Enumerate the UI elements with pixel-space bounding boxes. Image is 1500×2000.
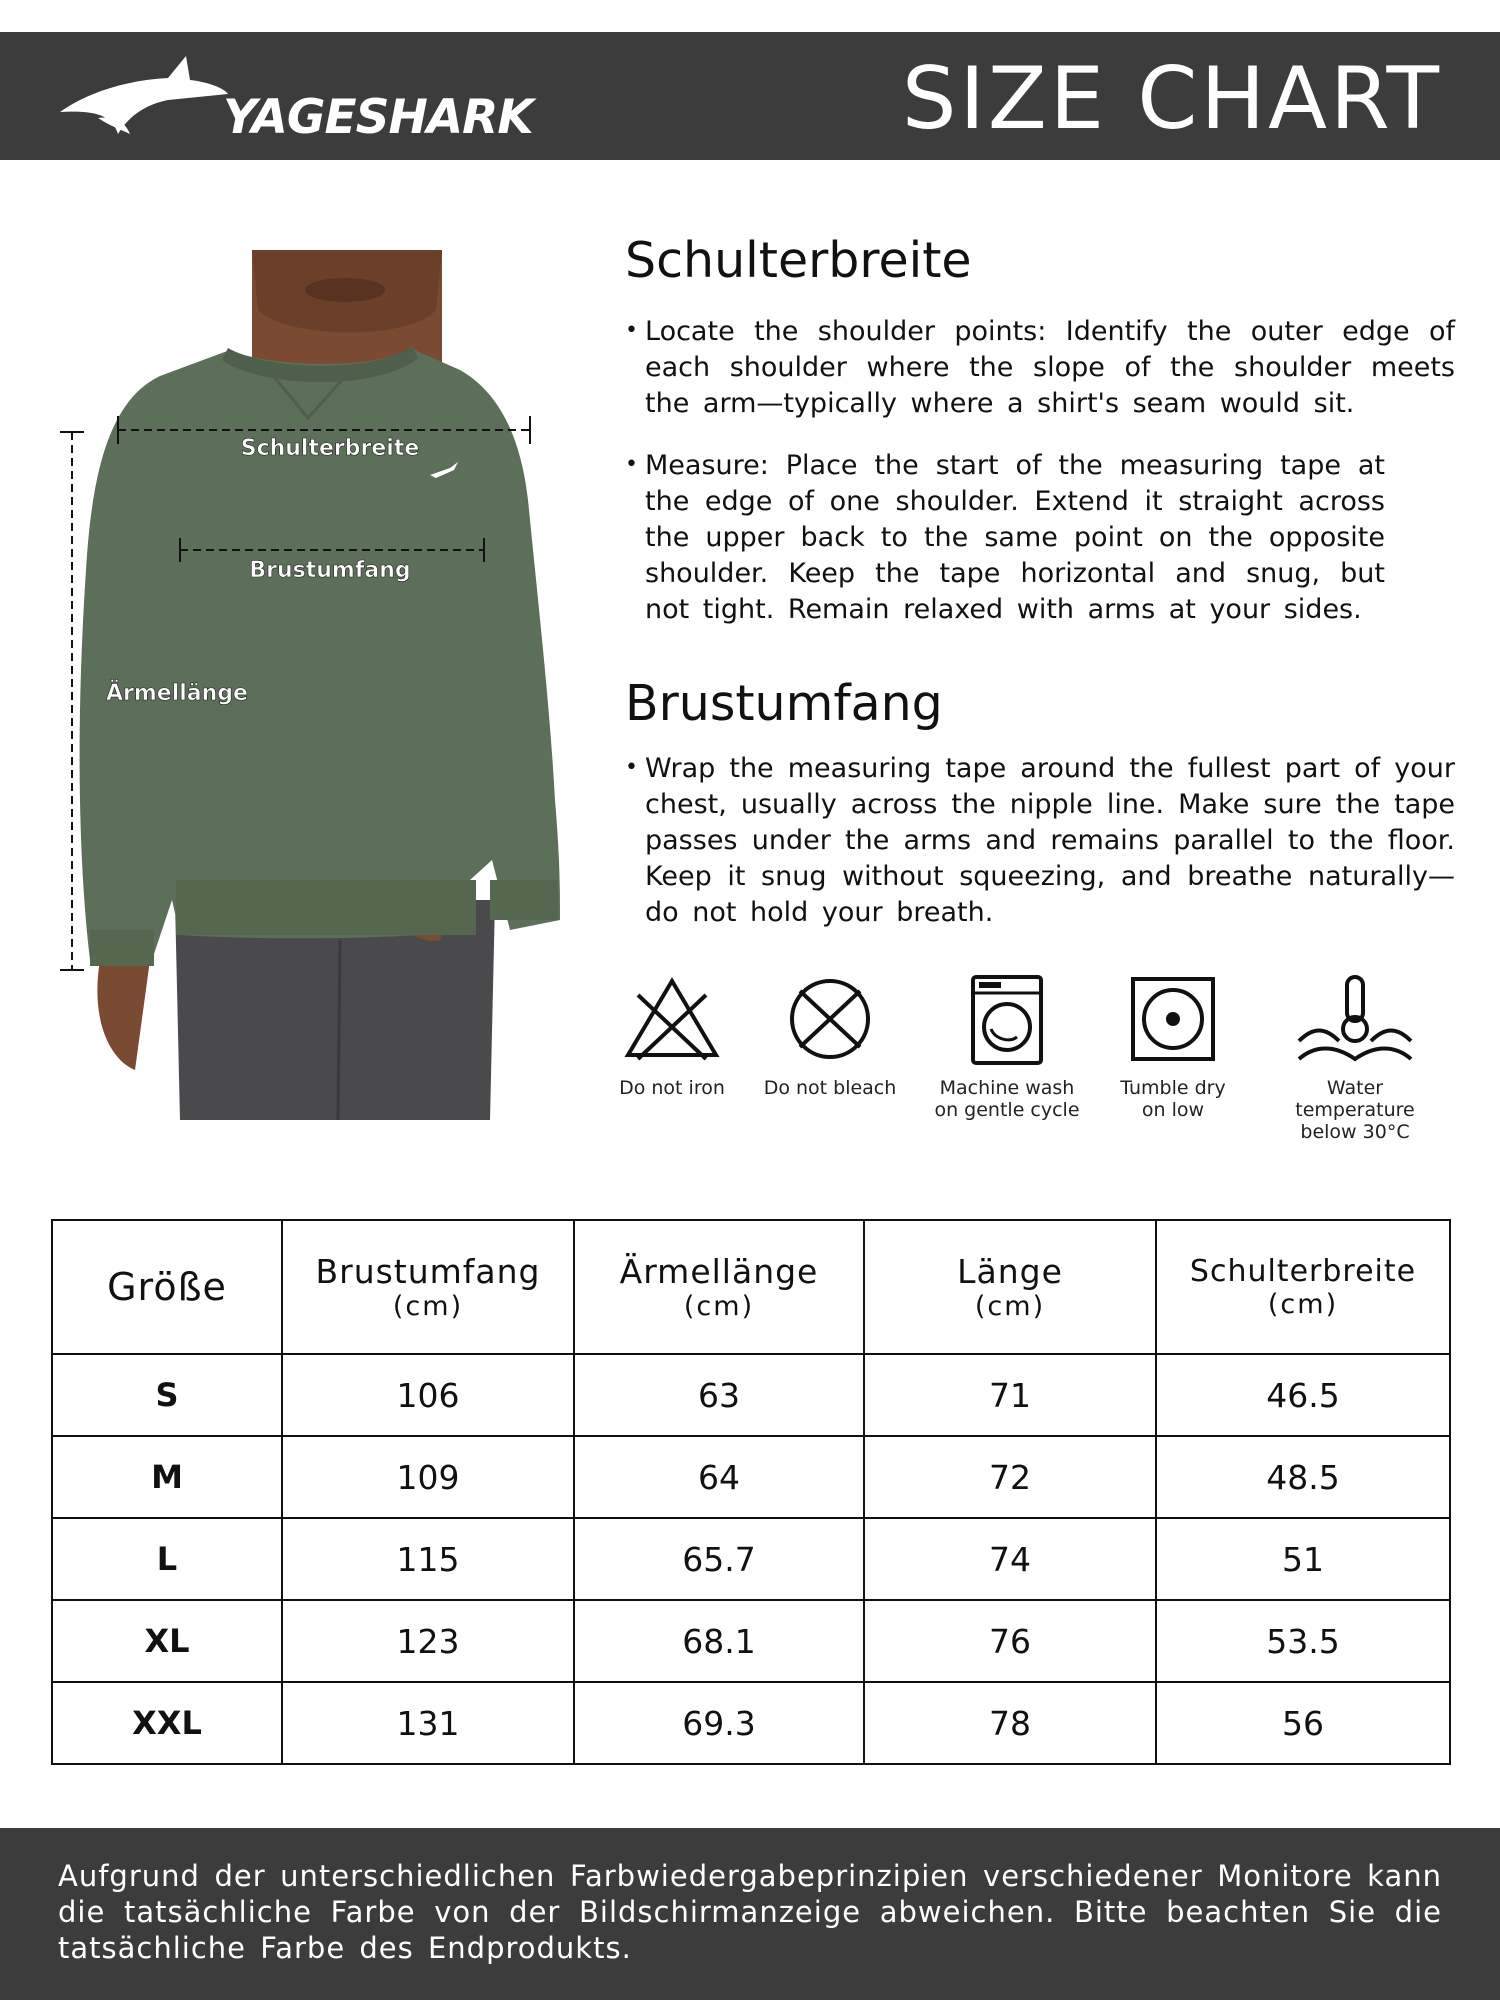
table-cell: 123 (282, 1600, 574, 1682)
table-row (52, 1354, 1450, 1436)
size-cell: S (52, 1354, 282, 1436)
care-item-no-bleach (740, 975, 920, 1099)
care-label: below 30°C (1300, 1121, 1410, 1143)
table-cell: 106 (282, 1354, 574, 1436)
size-cell: M (52, 1436, 282, 1518)
tumble-dry-icon (1123, 975, 1223, 1065)
table-cell: 131 (282, 1682, 574, 1764)
section-heading-schulterbreite: Schulterbreite (625, 232, 972, 289)
chest-label: Brustumfang (249, 558, 411, 583)
table-cell: 109 (282, 1436, 574, 1518)
table-cell: 65.7 (574, 1518, 864, 1600)
table-cell: 115 (282, 1518, 574, 1600)
table-row (52, 1518, 1450, 1600)
header-groesse: Größe (52, 1220, 282, 1354)
section-body-schulterbreite (625, 314, 1455, 628)
table-row (52, 1600, 1450, 1682)
care-item-no-iron (582, 975, 762, 1099)
bullet-item: • Wrap the measuring tape around the fullest part of your chest, usually across the nipple line. Make sure the tape passes under the arms and remains parallel to the floor. Keep it snug without squeezing, and breathe naturally—do not hold your breath. (625, 751, 1455, 931)
header-laenge: Länge (cm) (864, 1220, 1156, 1354)
care-item-water-temperature (1265, 975, 1445, 1143)
care-label: Machine wash (939, 1077, 1075, 1099)
section-body-brustumfang (625, 751, 1455, 931)
shoulder-label: Schulterbreite (240, 436, 420, 461)
sleeve-label: Ärmellänge (106, 681, 248, 706)
size-cell: XXL (52, 1682, 282, 1764)
table-cell: 74 (864, 1518, 1156, 1600)
header-bar (0, 32, 1500, 160)
care-label: on gentle cycle (934, 1099, 1080, 1121)
color-disclaimer: Aufgrund der unterschiedlichen Farbwiedergabeprinzipien verschiedener Monitore kann die tatsächliche Farbe von der Bildschirmanzeige abweichen. Bitte beachten Sie die tatsächliche Farbe des Endprodukts. (58, 1859, 1442, 1965)
care-label: on low (1141, 1099, 1205, 1121)
care-item-machine-wash (917, 975, 1097, 1121)
care-label: Water temperature (1295, 1077, 1415, 1121)
care-item-tumble-dry (1083, 975, 1263, 1121)
size-cell: L (52, 1518, 282, 1600)
table-cell: 78 (864, 1682, 1156, 1764)
table-header-row (52, 1220, 1450, 1354)
page-title: SIZE CHART (901, 49, 1442, 149)
bullet-item: • Locate the shoulder points: Identify the outer edge of each shoulder where the slope of the shoulder meets the arm—typically where a shirt's seam would sit. (625, 314, 1455, 422)
care-label: Do not bleach (763, 1077, 897, 1099)
size-table (51, 1219, 1451, 1765)
no-bleach-icon (780, 975, 880, 1065)
footer-bar (0, 1828, 1500, 2000)
water-temperature-icon (1295, 975, 1415, 1065)
table-cell: 63 (574, 1354, 864, 1436)
table-cell: 48.5 (1156, 1436, 1450, 1518)
shark-logo-icon (58, 44, 228, 154)
no-iron-icon (622, 975, 722, 1065)
header-aermellaenge: Ärmellänge (cm) (574, 1220, 864, 1354)
table-cell: 56 (1156, 1682, 1450, 1764)
table-cell: 69.3 (574, 1682, 864, 1764)
table-cell: 72 (864, 1436, 1156, 1518)
brand-name: YAGESHARK (223, 90, 533, 145)
table-cell: 68.1 (574, 1600, 864, 1682)
table-cell: 46.5 (1156, 1354, 1450, 1436)
table-cell: 76 (864, 1600, 1156, 1682)
header-schulterbreite: Schulterbreite (cm) (1156, 1220, 1450, 1354)
table-row (52, 1682, 1450, 1764)
brand-logo (58, 44, 533, 154)
product-figure (40, 240, 600, 1130)
care-label: Tumble dry (1120, 1077, 1226, 1099)
table-cell: 53.5 (1156, 1600, 1450, 1682)
table-cell: 51 (1156, 1518, 1450, 1600)
table-row (52, 1436, 1450, 1518)
table-cell: 71 (864, 1354, 1156, 1436)
sweater-model-image (40, 240, 600, 1130)
section-heading-brustumfang: Brustumfang (625, 675, 943, 732)
bullet-item: • Measure: Place the start of the measuring tape at the edge of one shoulder. Extend it straight across the upper back to the same point on the opposite shoulder. Keep the tape horizontal and snug, but not tight. Remain relaxed with arms at your sides. (625, 448, 1385, 628)
table-cell: 64 (574, 1436, 864, 1518)
machine-wash-icon (957, 975, 1057, 1065)
size-cell: XL (52, 1600, 282, 1682)
care-label: Do not iron (619, 1077, 725, 1099)
header-brustumfang: Brustumfang (cm) (282, 1220, 574, 1354)
